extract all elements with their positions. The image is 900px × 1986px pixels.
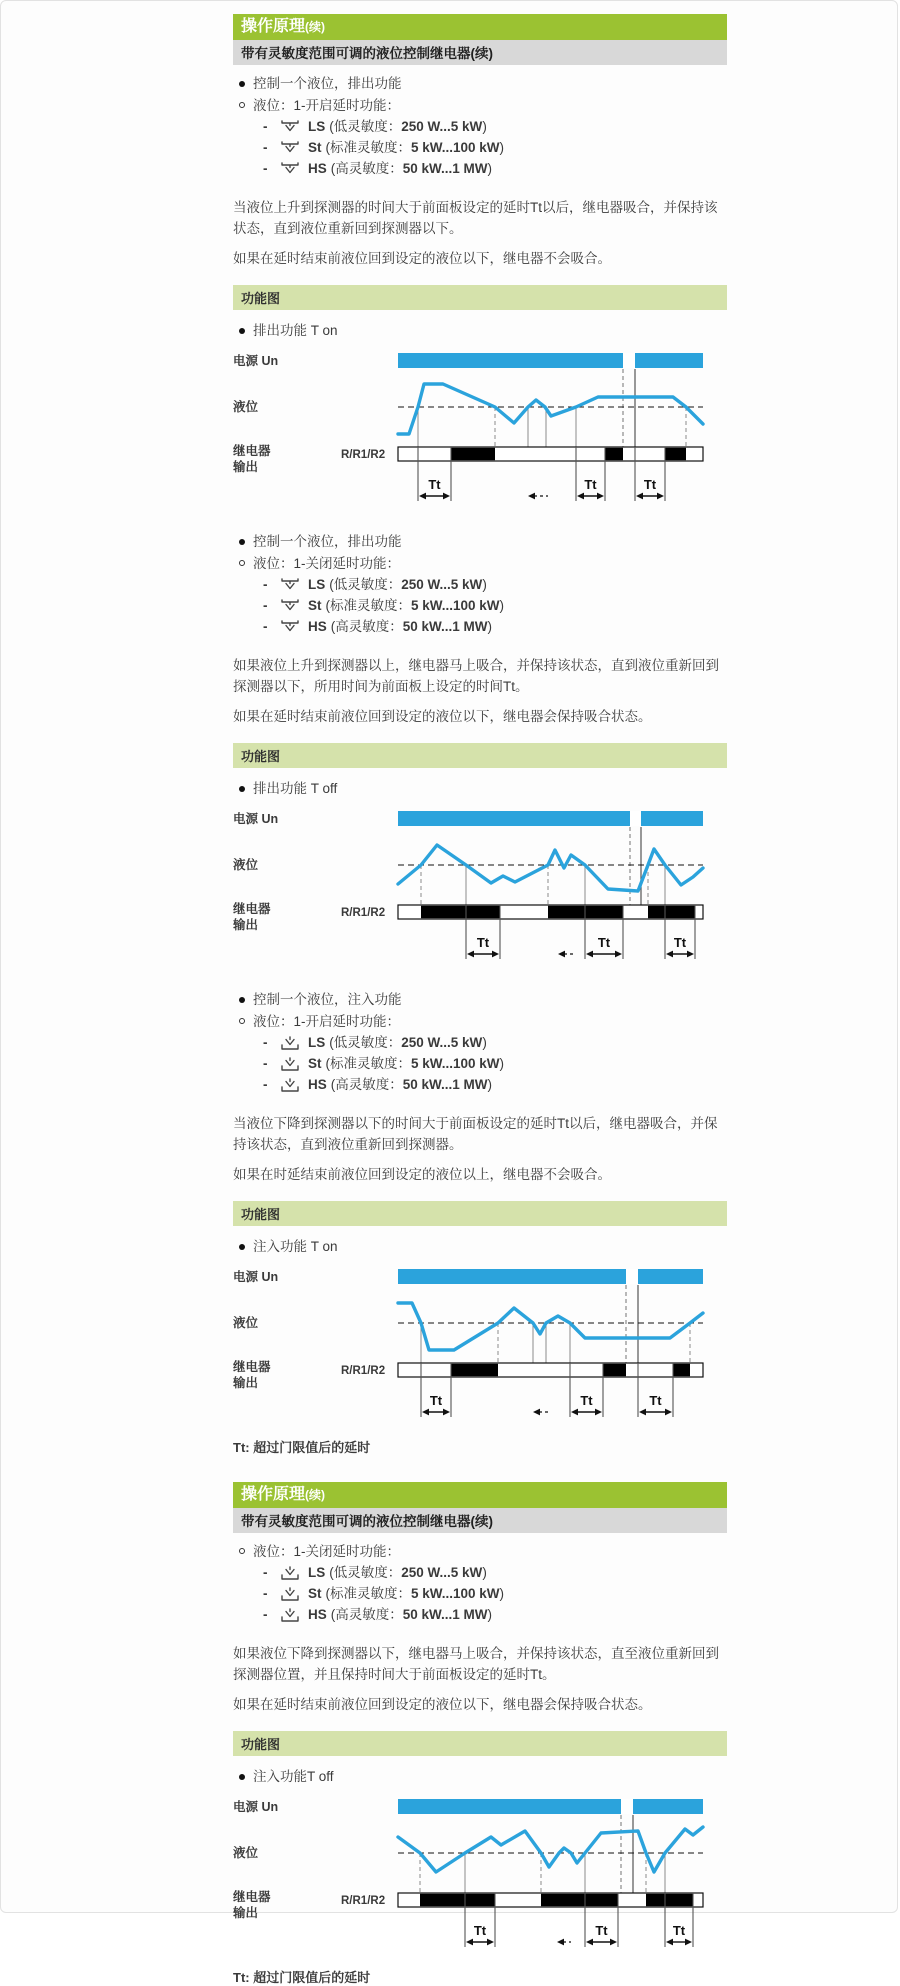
tt-delay-label: Tt (584, 477, 597, 493)
power-bar (398, 353, 703, 368)
section (233, 989, 727, 1456)
section-header (233, 1482, 727, 1508)
function-diagram-header: 功能图 (233, 1731, 727, 1756)
power-bar (398, 811, 703, 826)
sensitivity-desc-pre: (高灵敏度： (330, 1077, 403, 1093)
relay-tag: R/R1/R2 (341, 449, 386, 462)
relay-label-line2: 输出 (233, 1906, 259, 1921)
open-bullet-icon (239, 1548, 245, 1554)
arrowhead (687, 951, 694, 958)
probe-icon-wrap (279, 620, 301, 634)
relay-on-segment (646, 1894, 693, 1906)
arrowhead (492, 951, 499, 958)
power-label: 电源 Un (233, 1800, 279, 1815)
section-subheader: 带有灵敏度范围可调的液位控制继电器(续) (233, 40, 727, 65)
probe-icon-wrap (279, 162, 301, 176)
filled-bullet-icon (239, 328, 245, 334)
dash-marker: - (263, 140, 268, 156)
sensitivity-desc-post: ) (487, 161, 493, 177)
sensitivity-item (263, 117, 727, 137)
diagram-title-row (233, 778, 727, 799)
relay-label-line1: 继电器 (233, 1360, 271, 1375)
function-diagram-header: 功能图 (233, 743, 727, 768)
dash-marker: - (263, 1035, 268, 1051)
description-paragraphs (233, 1113, 727, 1185)
sensitivity-desc-post: ) (499, 598, 505, 614)
paragraph: 如果在延时结束前液位回到设定的液位以下，继电器会保持吸合状态。 (233, 709, 652, 725)
relay-on-segment (420, 1894, 495, 1906)
tt-delay-label: Tt (473, 1923, 487, 1939)
arrowhead (443, 1409, 450, 1416)
sensitivity-desc-post: ) (487, 1077, 493, 1093)
arrowhead (665, 1409, 672, 1416)
sensitivity-range: 5 kW...100 kW (411, 140, 500, 156)
bullet-item (233, 553, 727, 574)
content-column (233, 14, 727, 1986)
probe-icon-wrap (279, 1078, 301, 1092)
tt-delay-label: Tt (580, 1393, 593, 1409)
sensitivity-range: 250 W...5 kW (401, 1035, 483, 1051)
tt-note: Tt: 超过门限值后的延时 (233, 1970, 371, 1986)
section-title: 操作原理 (241, 18, 306, 35)
arrowhead (571, 1409, 578, 1416)
empty-probe-icon (279, 162, 301, 176)
diagram-title-row (233, 320, 727, 341)
arrowhead (610, 1939, 617, 1946)
probe-icon-wrap (279, 578, 301, 592)
liquid-waveform (398, 1303, 703, 1350)
relay-on-segment (665, 448, 686, 460)
bullet-text: 液位：1-关闭延时功能： (253, 1544, 401, 1560)
liquid-waveform (398, 1827, 703, 1872)
sensitivity-code: HS (308, 619, 327, 635)
sensitivity-desc-post: ) (482, 1035, 487, 1051)
relay-on-segment (541, 1894, 618, 1906)
paragraph: 如果液位上升到探测器以上，继电器马上吸合，并保持该状态，直到液位重新回到探测器以下，所用时间为前面板上设定的时间Tt。 (233, 658, 719, 695)
arrowhead (577, 493, 584, 500)
relay-tag: R/R1/R2 (341, 1895, 386, 1908)
filled-bullet-icon (239, 1774, 245, 1780)
sensitivity-desc-pre: (高灵敏度： (330, 161, 403, 177)
bullet-marker (233, 320, 253, 334)
sensitivity-range: 50 kW...1 MW (402, 1607, 488, 1623)
paragraph: 当液位上升到探测器的时间大于前面板设定的延时Tt以后，继电器吸合，并保持该状态，直到液位重新回到探测器以下。 (233, 200, 718, 237)
sensitivity-item (263, 159, 727, 179)
filled-bullet-icon (239, 1244, 245, 1250)
sensitivity-desc-pre: (低灵敏度： (329, 1035, 402, 1051)
sensitivity-code: LS (308, 1565, 326, 1581)
sensitivity-desc-post: ) (499, 1586, 505, 1602)
arrowhead (685, 1939, 692, 1946)
sensitivity-desc-post: ) (499, 140, 505, 156)
bullet-item (233, 989, 727, 1010)
diagram-title: 注入功能T off (253, 1769, 334, 1785)
open-bullet-icon (239, 560, 245, 566)
probe-icon-wrap (279, 120, 301, 134)
sensitivity-desc-post: ) (487, 619, 493, 635)
tt-delay-label: Tt (476, 935, 490, 951)
power-interruption-gap (623, 353, 635, 368)
sensitivity-code: HS (308, 161, 327, 177)
sensitivity-code: HS (308, 1077, 327, 1093)
sensitivity-code: St (308, 1586, 322, 1602)
arrowhead (597, 493, 604, 500)
sensitivity-code: LS (308, 577, 326, 593)
sensitivity-item (263, 138, 727, 158)
bullet-marker (233, 531, 253, 545)
sensitivity-desc-pre: (标准灵敏度： (325, 1056, 411, 1072)
relay-label-line2: 输出 (233, 1376, 259, 1391)
sensitivity-range: 250 W...5 kW (401, 577, 483, 593)
arrowhead (528, 493, 535, 500)
fill-probe-icon (279, 1566, 301, 1580)
bullet-text: 液位：1-关闭延时功能： (253, 556, 401, 572)
sensitivity-desc-post: ) (482, 119, 487, 135)
section (233, 531, 727, 963)
sensitivity-desc-post: ) (482, 577, 487, 593)
empty-probe-icon (279, 620, 301, 634)
description-paragraphs (233, 1643, 727, 1715)
sensitivity-desc-pre: (标准灵敏度： (325, 598, 411, 614)
paragraph: 如果在延时结束前液位回到设定的液位以下，继电器不会吸合。 (233, 251, 611, 267)
tt-delay-label: Tt (595, 1923, 608, 1939)
sensitivity-item (263, 1584, 727, 1604)
dash-marker: - (263, 598, 268, 614)
sensitivity-desc-pre: (低灵敏度： (329, 119, 402, 135)
paragraph: 如果液位下降到探测器以下，继电器马上吸合，并保持该状态，直至液位重新回到探测器位置，并且保持时间大于前面板设定的延时Tt。 (233, 1646, 719, 1683)
arrowhead (533, 1409, 540, 1416)
sensitivity-code: St (308, 140, 322, 156)
power-interruption-gap (626, 1269, 638, 1284)
bullet-marker (233, 553, 253, 566)
liquid-label: 液位 (233, 1846, 259, 1861)
sensitivity-code: LS (308, 119, 326, 135)
bullet-text: 液位：1-开启延时功能： (253, 1014, 401, 1030)
section-title: 操作原理 (241, 1486, 306, 1504)
dash-marker: - (263, 1077, 268, 1093)
function-diagram-header: 功能图 (233, 285, 727, 310)
tt-delay-label: Tt (649, 1393, 662, 1409)
fill-probe-icon (279, 1587, 301, 1601)
section-title-suffix: (续) (305, 20, 326, 34)
paragraph: 如果在时延结束前液位回到设定的液位以上，继电器不会吸合。 (233, 1167, 611, 1183)
sensitivity-code: St (308, 598, 322, 614)
empty-probe-icon (279, 578, 301, 592)
bullet-item (233, 531, 727, 552)
arrowhead (636, 493, 643, 500)
sensitivity-desc-pre: (标准灵敏度： (325, 140, 411, 156)
sensitivity-item (263, 1054, 727, 1074)
arrowhead (639, 1409, 646, 1416)
arrowhead (586, 1939, 593, 1946)
dash-marker: - (263, 1586, 268, 1602)
description-paragraphs (233, 197, 727, 269)
arrowhead (466, 1939, 473, 1946)
fill-probe-icon (279, 1078, 301, 1092)
sensitivity-item (263, 1563, 727, 1583)
sensitivity-desc-pre: (高灵敏度： (330, 1607, 403, 1623)
bullet-item (233, 95, 727, 116)
liquid-waveform (398, 845, 703, 891)
relay-on-segment (605, 448, 623, 460)
sensitivity-range: 5 kW...100 kW (411, 1586, 500, 1602)
section-title-suffix: (续) (305, 1488, 326, 1503)
function-diagram-header: 功能图 (233, 1201, 727, 1226)
bullet-item (233, 1011, 727, 1032)
dash-marker: - (263, 119, 268, 135)
probe-icon-wrap (279, 1608, 301, 1622)
diagram-title-row (233, 1766, 727, 1787)
arrowhead (487, 1939, 494, 1946)
bullet-marker (233, 989, 253, 1003)
filled-bullet-icon (239, 81, 245, 87)
tt-delay-label: Tt (429, 1393, 443, 1409)
relay-label-line2: 输出 (233, 460, 259, 475)
dash-marker: - (263, 161, 268, 177)
sensitivity-range: 50 kW...1 MW (402, 1077, 488, 1093)
sensitivity-range: 5 kW...100 kW (411, 1056, 500, 1072)
relay-label-line1: 继电器 (233, 444, 271, 459)
arrowhead (595, 1409, 602, 1416)
probe-icon-wrap (279, 141, 301, 155)
timing-diagram (233, 1263, 727, 1421)
relay-tag: R/R1/R2 (341, 907, 386, 920)
tt-note: Tt: 超过门限值后的延时 (233, 1440, 371, 1456)
power-interruption-gap (621, 1799, 633, 1814)
power-interruption-gap (630, 811, 641, 826)
power-label: 电源 Un (233, 1270, 279, 1285)
sensitivity-range: 50 kW...1 MW (402, 619, 488, 635)
timing-diagram (233, 347, 727, 505)
relay-output-bar (398, 1363, 703, 1377)
liquid-label: 液位 (233, 858, 259, 873)
open-bullet-icon (239, 102, 245, 108)
sensitivity-desc-post: ) (482, 1565, 487, 1581)
arrowhead (419, 493, 426, 500)
sensitivity-desc-pre: (标准灵敏度： (325, 1586, 411, 1602)
relay-label-line1: 继电器 (233, 1890, 271, 1905)
bullet-marker (233, 1766, 253, 1780)
sensitivity-desc-post: ) (499, 1056, 505, 1072)
relay-on-segment (421, 906, 500, 918)
relay-tag: R/R1/R2 (341, 1365, 386, 1378)
power-bar (398, 1269, 703, 1284)
tt-delay-label: Tt (643, 477, 657, 493)
probe-icon-wrap (279, 1057, 301, 1071)
sensitivity-desc-post: ) (487, 1607, 493, 1623)
relay-label-line1: 继电器 (233, 902, 271, 917)
bullet-item (233, 1541, 727, 1562)
fill-probe-icon (279, 1057, 301, 1071)
tt-delay-label: Tt (428, 477, 441, 493)
sensitivity-range: 250 W...5 kW (401, 119, 483, 135)
section-header (233, 14, 727, 40)
liquid-label: 液位 (233, 1316, 259, 1331)
arrowhead (558, 951, 565, 958)
probe-icon-wrap (279, 1036, 301, 1050)
probe-icon-wrap (279, 1587, 301, 1601)
sensitivity-range: 5 kW...100 kW (411, 598, 500, 614)
bullet-marker (233, 73, 253, 87)
fill-probe-icon (279, 1036, 301, 1050)
dash-marker: - (263, 1056, 268, 1072)
bullet-marker (233, 778, 253, 792)
sensitivity-desc-pre: (高灵敏度： (330, 619, 403, 635)
arrowhead (666, 951, 673, 958)
arrowhead (467, 951, 474, 958)
power-label: 电源 Un (233, 354, 279, 369)
diagram-title: 排出功能 T on (253, 323, 338, 339)
sensitivity-code: St (308, 1056, 322, 1072)
bullet-text: 液位：1-开启延时功能： (253, 98, 401, 114)
sensitivity-item (263, 575, 727, 595)
bullet-text: 控制一个液位，注入功能 (253, 992, 402, 1008)
empty-probe-icon (279, 599, 301, 613)
sensitivity-item (263, 1033, 727, 1053)
paragraph: 当液位下降到探测器以下的时间大于前面板设定的延时Tt以后，继电器吸合，并保持该状态，直到液位重新回到探测器。 (233, 1116, 718, 1153)
sensitivity-item (263, 596, 727, 616)
sensitivity-item (263, 1075, 727, 1095)
liquid-waveform (398, 384, 703, 434)
relay-on-segment (648, 906, 695, 918)
tt-delay-label: Tt (672, 1923, 686, 1939)
dash-marker: - (263, 577, 268, 593)
section (233, 1482, 727, 1986)
section (233, 14, 727, 505)
open-bullet-icon (239, 1018, 245, 1024)
empty-probe-icon (279, 141, 301, 155)
relay-label-line2: 输出 (233, 918, 259, 933)
arrowhead (615, 951, 622, 958)
diagram-title-row (233, 1236, 727, 1257)
bullet-text: 控制一个液位，排出功能 (253, 76, 402, 92)
fill-probe-icon (279, 1608, 301, 1622)
relay-on-segment (451, 448, 495, 460)
empty-probe-icon (279, 120, 301, 134)
sensitivity-item (263, 1605, 727, 1625)
sensitivity-desc-pre: (低灵敏度： (329, 1565, 402, 1581)
tt-delay-label: Tt (673, 935, 687, 951)
paragraph: 如果在延时结束前液位回到设定的液位以下，继电器会保持吸合状态。 (233, 1697, 652, 1713)
relay-on-segment (603, 1364, 626, 1376)
sensitivity-code: HS (308, 1607, 327, 1623)
dash-marker: - (263, 619, 268, 635)
bullet-marker (233, 1011, 253, 1024)
liquid-label: 液位 (233, 400, 259, 415)
relay-on-segment (451, 1364, 498, 1376)
bullet-item (233, 73, 727, 94)
relay-on-segment (673, 1364, 690, 1376)
section-subheader: 带有灵敏度范围可调的液位控制继电器(续) (233, 1508, 727, 1533)
probe-icon-wrap (279, 1566, 301, 1580)
dash-marker: - (263, 1607, 268, 1623)
bullet-marker (233, 95, 253, 108)
probe-icon-wrap (279, 599, 301, 613)
filled-bullet-icon (239, 539, 245, 545)
sensitivity-range: 50 kW...1 MW (402, 161, 488, 177)
diagram-title: 注入功能 T on (253, 1239, 338, 1255)
tt-delay-label: Tt (597, 935, 611, 951)
bullet-marker (233, 1541, 253, 1554)
arrowhead (422, 1409, 429, 1416)
power-label: 电源 Un (233, 812, 279, 827)
arrowhead (666, 1939, 673, 1946)
dash-marker: - (263, 1565, 268, 1581)
arrowhead (657, 493, 664, 500)
arrowhead (586, 951, 593, 958)
description-paragraphs (233, 655, 727, 727)
bullet-marker (233, 1236, 253, 1250)
diagram-title: 排出功能 T off (253, 781, 338, 797)
arrowhead (557, 1939, 564, 1946)
timing-diagram (233, 1793, 727, 1951)
bullet-text: 控制一个液位，排出功能 (253, 534, 402, 550)
relay-output-bar (398, 447, 703, 461)
filled-bullet-icon (239, 997, 245, 1003)
sensitivity-desc-pre: (低灵敏度： (329, 577, 402, 593)
timing-diagram (233, 805, 727, 963)
sensitivity-item (263, 617, 727, 637)
sensitivity-range: 250 W...5 kW (401, 1565, 483, 1581)
filled-bullet-icon (239, 786, 245, 792)
power-bar (398, 1799, 703, 1814)
arrowhead (443, 493, 450, 500)
sensitivity-code: LS (308, 1035, 326, 1051)
